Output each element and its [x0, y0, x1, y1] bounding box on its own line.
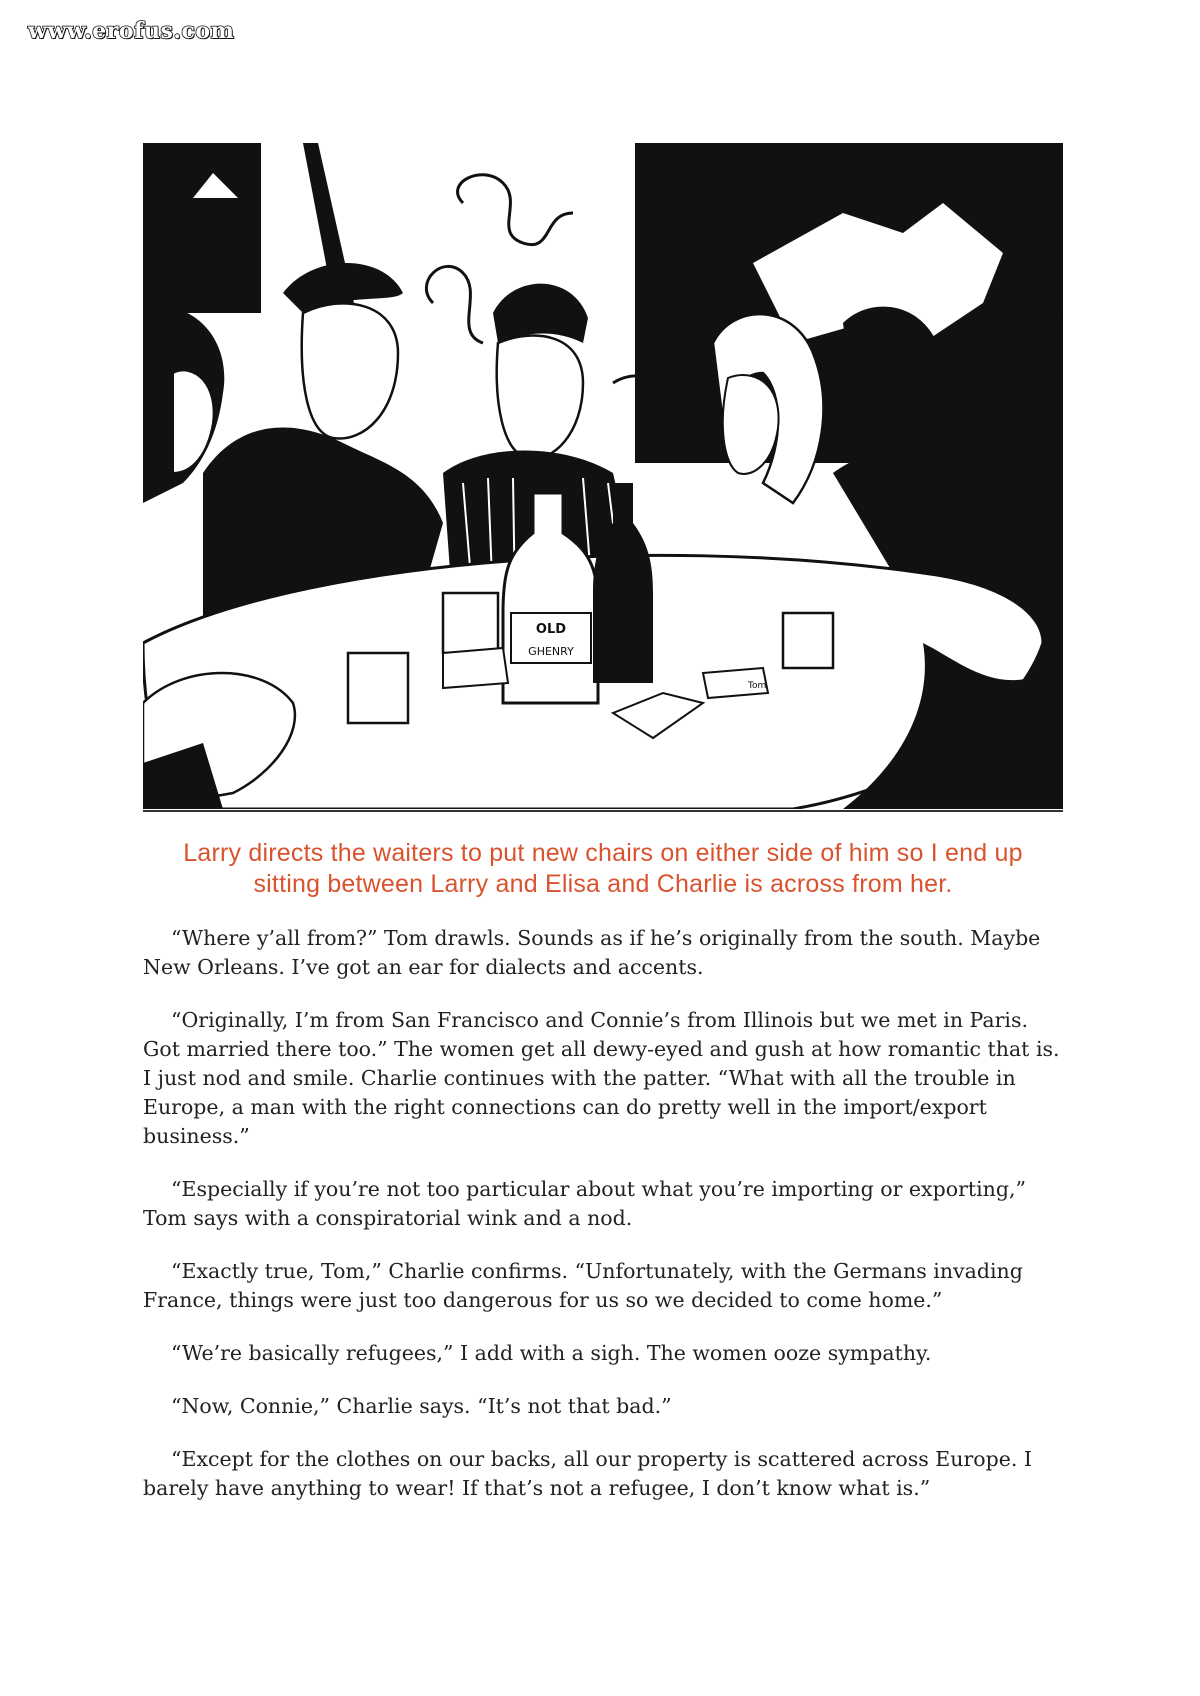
story-paragraph: “Exactly true, Tom,” Charlie confirms. “Unfortunately, with the Germans invading France, things were just too dangerous for us so we decided to come home.” [143, 1259, 1023, 1312]
narration-caption [143, 838, 1063, 900]
bottle-label-bottom: GHENRY [528, 645, 574, 658]
cigarette-pack-label: Tom [748, 681, 767, 691]
nightclub-table-drawing [143, 143, 1063, 809]
site-watermark: www.erofus.com [28, 18, 235, 44]
panel-bottom-rule [143, 810, 1063, 812]
comic-panel-illustration [143, 143, 1063, 809]
story-paragraph: “We’re basically refugees,” I add with a sigh. The women ooze sympathy. [171, 1341, 932, 1365]
story-body [143, 924, 1063, 1527]
caption-line: Larry directs the waiters to put new chairs on either side of him so I end up [183, 839, 1023, 867]
glass-right [783, 613, 833, 668]
glass-center [443, 593, 498, 653]
story-paragraph: “Originally, I’m from San Francisco and Connie’s from Illinois but we met in Paris. Got married there too.” The women get all dewy-eyed and gush at how romantic that is. I just nod and smile. Charlie continues with the patter. “What with all the trouble in Europe, a man with the right connections can do pretty well in the import/export business.” [143, 1008, 1060, 1148]
story-paragraph: “Where y’all from?” Tom drawls. Sounds as if he’s originally from the south. Maybe New Orleans. I’ve got an ear for dialects and accents. [143, 926, 1041, 979]
story-paragraph: “Especially if you’re not too particular about what you’re importing or exporting,” Tom says with a conspiratorial wink and a nod. [143, 1177, 1026, 1230]
ashtray [443, 648, 508, 688]
story-paragraph: “Now, Connie,” Charlie says. “It’s not that bad.” [171, 1394, 672, 1418]
left-wall-shadow [143, 143, 261, 313]
story-paragraph: “Except for the clothes on our backs, all our property is scattered across Europe. I barely have anything to wear! If that’s not a refugee, I don’t know what is.” [143, 1447, 1032, 1500]
bottle-label-top: OLD [535, 622, 567, 637]
caption-line: sitting between Larry and Elisa and Charlie is across from her. [253, 870, 953, 898]
glass-left [348, 653, 408, 723]
